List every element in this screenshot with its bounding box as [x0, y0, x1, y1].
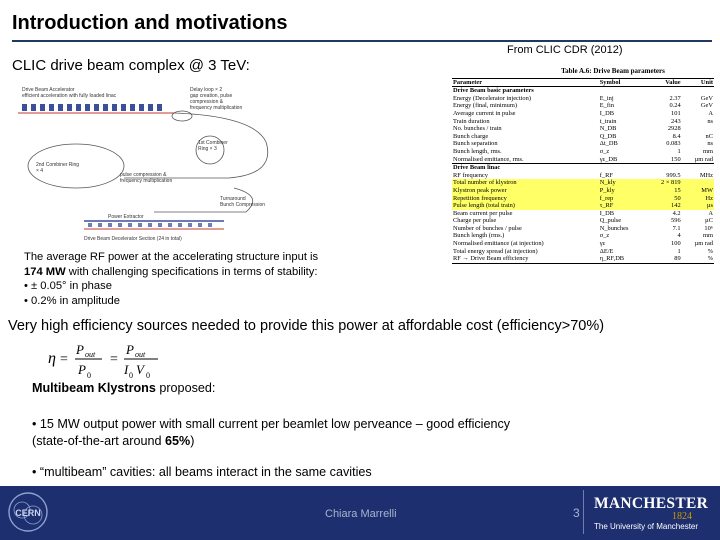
table-row [452, 102, 714, 110]
cell-value: 0.24 [669, 102, 681, 110]
manchester-wordmark: MANCHESTER [594, 495, 709, 512]
cell-param: Klystron peak power [452, 187, 599, 195]
klystron-heading [32, 381, 215, 395]
table-row [452, 248, 714, 256]
combiner-ring2-label-2: × 4 [36, 168, 44, 174]
cell-param: Energy (final, minimum) [453, 102, 517, 110]
cell-unit: mm [703, 147, 713, 155]
cell-unit: MHz [699, 171, 713, 179]
compression-label-2: frequency multiplication [120, 178, 173, 184]
section-row [452, 164, 714, 172]
cell-value: 999.5 [666, 171, 681, 179]
cell-value: 89 [647, 255, 681, 263]
table-row [452, 240, 714, 248]
efficiency-formula [46, 336, 176, 382]
cern-logo [6, 490, 50, 534]
svg-text:=: = [110, 352, 118, 367]
klystron-heading-rest: proposed: [155, 381, 216, 395]
power-extractor-label: Power Extractor [108, 214, 144, 220]
delay-loop-label-4: frequency multiplication [190, 105, 243, 111]
cell-unit: Hz [682, 195, 714, 203]
amplitude-bullet: • 0.2% in amplitude [24, 294, 120, 307]
cell-param: Number of bunches / pulse [453, 224, 522, 232]
cell-symbol: Q_DB [599, 132, 617, 140]
cell-param: Average current in pulse [453, 109, 516, 117]
cell-value: 142 [647, 202, 681, 210]
cell-symbol: P_kly [599, 187, 648, 195]
header-parameter: Parameter [452, 78, 599, 87]
cell-unit: MW [682, 187, 714, 195]
description-line2-rest: with challenging specifications in terms of stability: [65, 265, 318, 278]
table-row [452, 125, 714, 133]
cell-symbol: γε [599, 240, 606, 248]
cell-param: Normalised emittance (at injection) [453, 240, 544, 248]
slide-title: Introduction and motivations [12, 12, 288, 34]
cell-value: 243 [671, 117, 681, 125]
cell-param: Repetition frequency [452, 195, 599, 203]
author-name: Chiara Marrelli [325, 508, 397, 520]
slide-subtitle: CLIC drive beam complex @ 3 TeV: [12, 57, 250, 74]
cell-param: No. bunches / train [453, 125, 502, 133]
header-unit: Unit [682, 78, 714, 87]
cell-param: Normalised emittance, rms. [452, 156, 599, 164]
table-row [452, 133, 714, 141]
svg-text:out: out [85, 350, 96, 359]
turnaround-label-2: Bunch Compression [220, 202, 266, 208]
table-row [452, 225, 714, 233]
header-symbol: Symbol [599, 78, 648, 87]
cell-value: 2 × 819 [647, 179, 681, 187]
cell-symbol: σ_z [599, 147, 610, 155]
efficiency-statement: Very high efficiency sources needed to provide this power at affordable cost (efficiency>70%) [8, 318, 605, 334]
cell-symbol: ΔE/E [599, 247, 614, 255]
cell-symbol: σ_z [599, 232, 610, 240]
cell-unit: µs [682, 202, 714, 210]
cell-unit [682, 125, 714, 133]
manchester-logo [594, 495, 714, 535]
cell-value: 7.1 [672, 224, 681, 232]
cell-param: Energy (Decelerator injection) [453, 94, 531, 102]
cell-value: 4 [677, 232, 681, 240]
cell-value: 4.2 [672, 209, 681, 217]
cell-unit: nC [705, 132, 713, 140]
svg-text:I: I [124, 362, 129, 377]
cern-logo-text: CERN [15, 508, 41, 518]
decelerator-label: Drive Beam Decelerator Section (24 in total) [84, 236, 182, 242]
cell-value: 1 [677, 147, 681, 155]
svg-text:out: out [135, 350, 146, 359]
header-value: Value [647, 78, 681, 87]
cell-unit: A [708, 209, 713, 217]
delay-loop-label-1: Delay loop × 2 [190, 87, 223, 93]
cell-symbol: τ_RF [599, 202, 648, 210]
bullet1-line2-end: ) [190, 434, 195, 448]
cell-value: 100 [671, 240, 681, 248]
cell-value: 150 [647, 156, 681, 164]
drive-beam-complex-diagram [14, 82, 344, 250]
source-note: From CLIC CDR (2012) [507, 44, 623, 56]
svg-text:P: P [78, 362, 86, 377]
table-row [452, 217, 714, 225]
table-row [452, 148, 714, 156]
manchester-year: 1824 [672, 511, 692, 522]
cell-unit: µm rad [682, 156, 714, 164]
table-row [452, 118, 714, 126]
cell-symbol: f_rep [599, 195, 648, 203]
svg-text:η: η [48, 350, 56, 367]
cell-param: Bunch length (rms.) [453, 232, 505, 240]
svg-text:0: 0 [87, 371, 91, 380]
title-divider [12, 40, 712, 42]
drive-beam-parameter-table [452, 68, 714, 302]
table-row [452, 95, 714, 103]
cell-symbol: Δt_DB [599, 140, 618, 148]
cell-value: 8.4 [672, 132, 681, 140]
table-row [452, 110, 714, 118]
table-row [452, 179, 714, 187]
table-row [452, 232, 714, 240]
svg-text:0: 0 [129, 371, 133, 380]
cell-param: RF frequency [453, 171, 488, 179]
cell-unit: GeV [700, 102, 713, 110]
cell-value: 50 [647, 195, 681, 203]
section1-body [452, 95, 714, 164]
cell-value: 1 [677, 247, 681, 255]
bullet1-line2-start: (state-of-the-art around [32, 434, 165, 448]
description-line1: The average RF power at the accelerating structure input is [24, 251, 319, 263]
klystron-heading-bold: Multibeam Klystrons [32, 381, 156, 395]
page-number: 3 [573, 506, 580, 520]
cell-unit: GeV [700, 94, 713, 102]
cell-param: Bunch separation [453, 140, 498, 148]
section2-title: Drive Beam linac [452, 164, 714, 172]
cell-symbol: N_DB [599, 125, 617, 133]
combiner-ring1-label-1: 1st Combiner [198, 140, 228, 146]
phase-bullet: • ± 0.05° in phase [24, 280, 112, 292]
cell-symbol: f_RF [599, 171, 613, 179]
table-header-row [452, 78, 714, 87]
table-row [452, 210, 714, 218]
cell-unit: µC [705, 217, 713, 225]
parameter-table [452, 78, 714, 264]
cell-param: Charge per pulse [453, 217, 497, 225]
cell-symbol: t_train [599, 117, 617, 125]
table-row [452, 195, 714, 203]
cell-param: Pulse length (total train) [452, 202, 599, 210]
cell-param: Total number of klystron [452, 179, 599, 187]
bullet1-line1: • 15 MW output power with small current per beamlet low perveance – good efficiency [32, 417, 511, 431]
svg-text:V: V [136, 362, 144, 377]
combiner-ring1-label-2: Ring × 3 [198, 146, 217, 152]
cell-param: Bunch length, rms. [453, 147, 502, 155]
cell-param: Total energy spread (at injection) [453, 247, 538, 255]
table-caption: Table A.6: Drive Beam parameters [561, 67, 665, 75]
cell-value: 2928 [667, 125, 681, 133]
turnaround-label-1: Turnaround [220, 196, 246, 202]
cell-value: 0.083 [666, 140, 681, 148]
cell-unit: ns [707, 140, 713, 148]
cell-value: 596 [671, 217, 681, 225]
cell-unit: % [682, 255, 714, 263]
accelerator-label-line2: efficient acceleration with fully loaded linac [22, 93, 117, 99]
delay-loop-label-3: compression & [190, 99, 224, 105]
cell-symbol: N_kly [599, 179, 648, 187]
bullet1-line2 [32, 433, 592, 450]
section1-title: Drive Beam basic parameters [452, 87, 714, 95]
svg-text:P: P [76, 342, 84, 357]
cell-unit [682, 179, 714, 187]
cell-unit: 10⁶ [704, 224, 713, 232]
klystron-bullet-power [32, 416, 592, 450]
cell-param: Bunch charge [453, 132, 489, 140]
cell-unit: % [707, 247, 713, 255]
cell-symbol: η_RF,DB [599, 255, 648, 263]
table-row [452, 255, 714, 263]
manchester-subtitle: The University of Manchester [594, 522, 699, 531]
cell-symbol: γε_DB [599, 156, 648, 164]
svg-text:0: 0 [146, 371, 150, 380]
section2-body [452, 172, 714, 264]
table-row [452, 172, 714, 180]
compression-label-1: pulse compression & [120, 172, 167, 178]
delay-loop-label-2: gap creation, pulse [190, 93, 233, 99]
table-row [452, 156, 714, 164]
cell-symbol: I_DB [599, 109, 614, 117]
state-of-art-efficiency: 65% [165, 434, 191, 448]
cell-value: 2.37 [669, 94, 681, 102]
cell-value: 15 [647, 187, 681, 195]
cell-unit: A [708, 109, 713, 117]
table-row [452, 140, 714, 148]
cell-param: Beam current per pulse [453, 209, 513, 217]
power-value: 174 MW [24, 265, 66, 278]
cell-param: Train duration [453, 117, 490, 125]
cell-unit: ns [707, 117, 713, 125]
cell-value: 101 [671, 109, 681, 117]
combiner-ring2-label-1: 2nd Combiner Ring [36, 162, 80, 168]
cell-unit: µm rad [694, 240, 713, 248]
svg-text:=: = [60, 352, 68, 367]
table-row [452, 202, 714, 210]
cell-symbol: Q_pulse [599, 217, 622, 225]
section-row [452, 87, 714, 95]
svg-text:P: P [126, 342, 134, 357]
footer-divider [583, 490, 584, 534]
cell-unit: mm [703, 232, 713, 240]
description-line2 [24, 265, 344, 280]
cell-param: RF → Drive Beam efficiency [452, 255, 599, 263]
cell-symbol: E_fin [599, 102, 614, 110]
cell-symbol: N_bunches [599, 224, 629, 232]
rf-power-description [24, 250, 344, 308]
cell-symbol: E_inj [599, 94, 614, 102]
cell-symbol: I_DB [599, 209, 614, 217]
table-row [452, 187, 714, 195]
klystron-bullet-cavities: • “multibeam” cavities: all beams interact in the same cavities [32, 465, 372, 479]
accelerator-label-line1: Drive Beam Accelerator [22, 87, 75, 93]
